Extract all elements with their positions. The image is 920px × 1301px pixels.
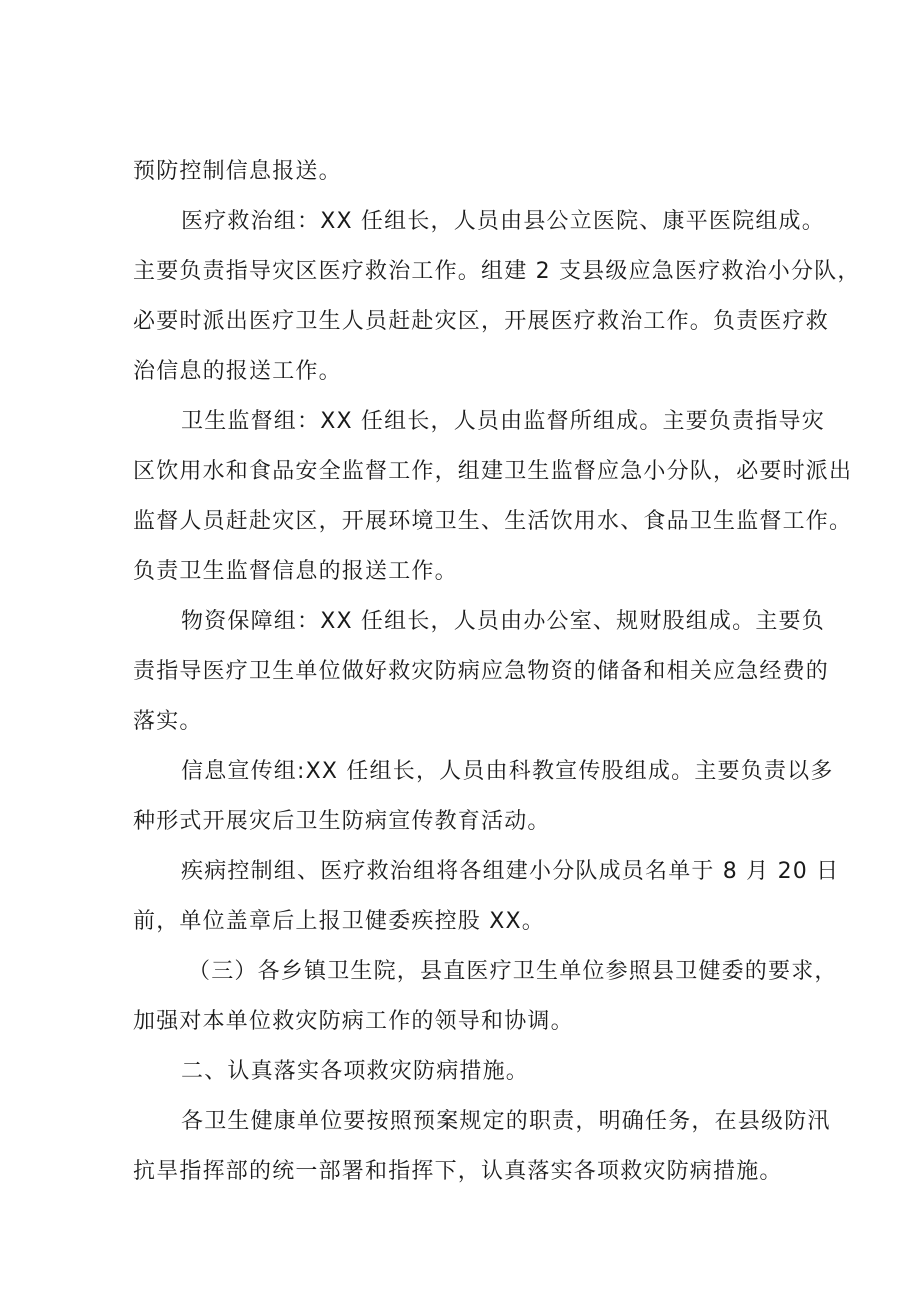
section-heading: 二、认真落实各项救灾防病措施。	[181, 1059, 530, 1084]
text-line: 物资保障组：XX 任组长，人员由办公室、规财股组成。主要负	[181, 609, 825, 634]
text-line: 前，单位盖章后上报卫健委疾控股 XX。	[133, 909, 545, 934]
text-line: 监督人员赶赴灾区，开展环境卫生、生活饮用水、食品卫生监督工作。	[133, 509, 853, 534]
text-line: 落实。	[133, 709, 203, 734]
text-line: 疾病控制组、医疗救治组将各组建小分队成员名单于 8 月 20 日	[181, 859, 840, 884]
text-line: 治信息的报送工作。	[133, 359, 342, 384]
text-line: 信息宣传组:XX 任组长，人员由科教宣传股组成。主要负责以多	[181, 759, 834, 784]
text-line: 必要时派出医疗卫生人员赶赴灾区，开展医疗救治工作。负责医疗救	[133, 309, 830, 334]
text-line: 种形式开展灾后卫生防病宣传教育活动。	[133, 809, 551, 834]
text-line: 预防控制信息报送。	[133, 159, 342, 184]
text-line: 医疗救治组：XX 任组长，人员由县公立医院、康平医院组成。	[181, 209, 825, 234]
text-line: 加强对本单位救灾防病工作的领导和协调。	[133, 1009, 574, 1034]
text-line: 主要负责指导灾区医疗救治工作。组建 2 支县级应急医疗救治小分队，	[133, 259, 861, 284]
text-line: 区饮用水和食品安全监督工作，组建卫生监督应急小分队，必要时派出	[133, 459, 853, 484]
text-line: 责指导医疗卫生单位做好救灾防病应急物资的储备和相关应急经费的	[133, 659, 830, 684]
text-line: 负责卫生监督信息的报送工作。	[133, 559, 458, 584]
text-line: 卫生监督组：XX 任组长，人员由监督所组成。主要负责指导灾	[181, 409, 825, 434]
text-line: 各卫生健康单位要按照预案规定的职责，明确任务，在县级防汛	[181, 1109, 831, 1134]
text-line: 抗旱指挥部的统一部署和指挥下，认真落实各项救灾防病措施。	[133, 1159, 783, 1184]
text-line: （三）各乡镇卫生院，县直医疗卫生单位参照县卫健委的要求，	[188, 959, 838, 984]
